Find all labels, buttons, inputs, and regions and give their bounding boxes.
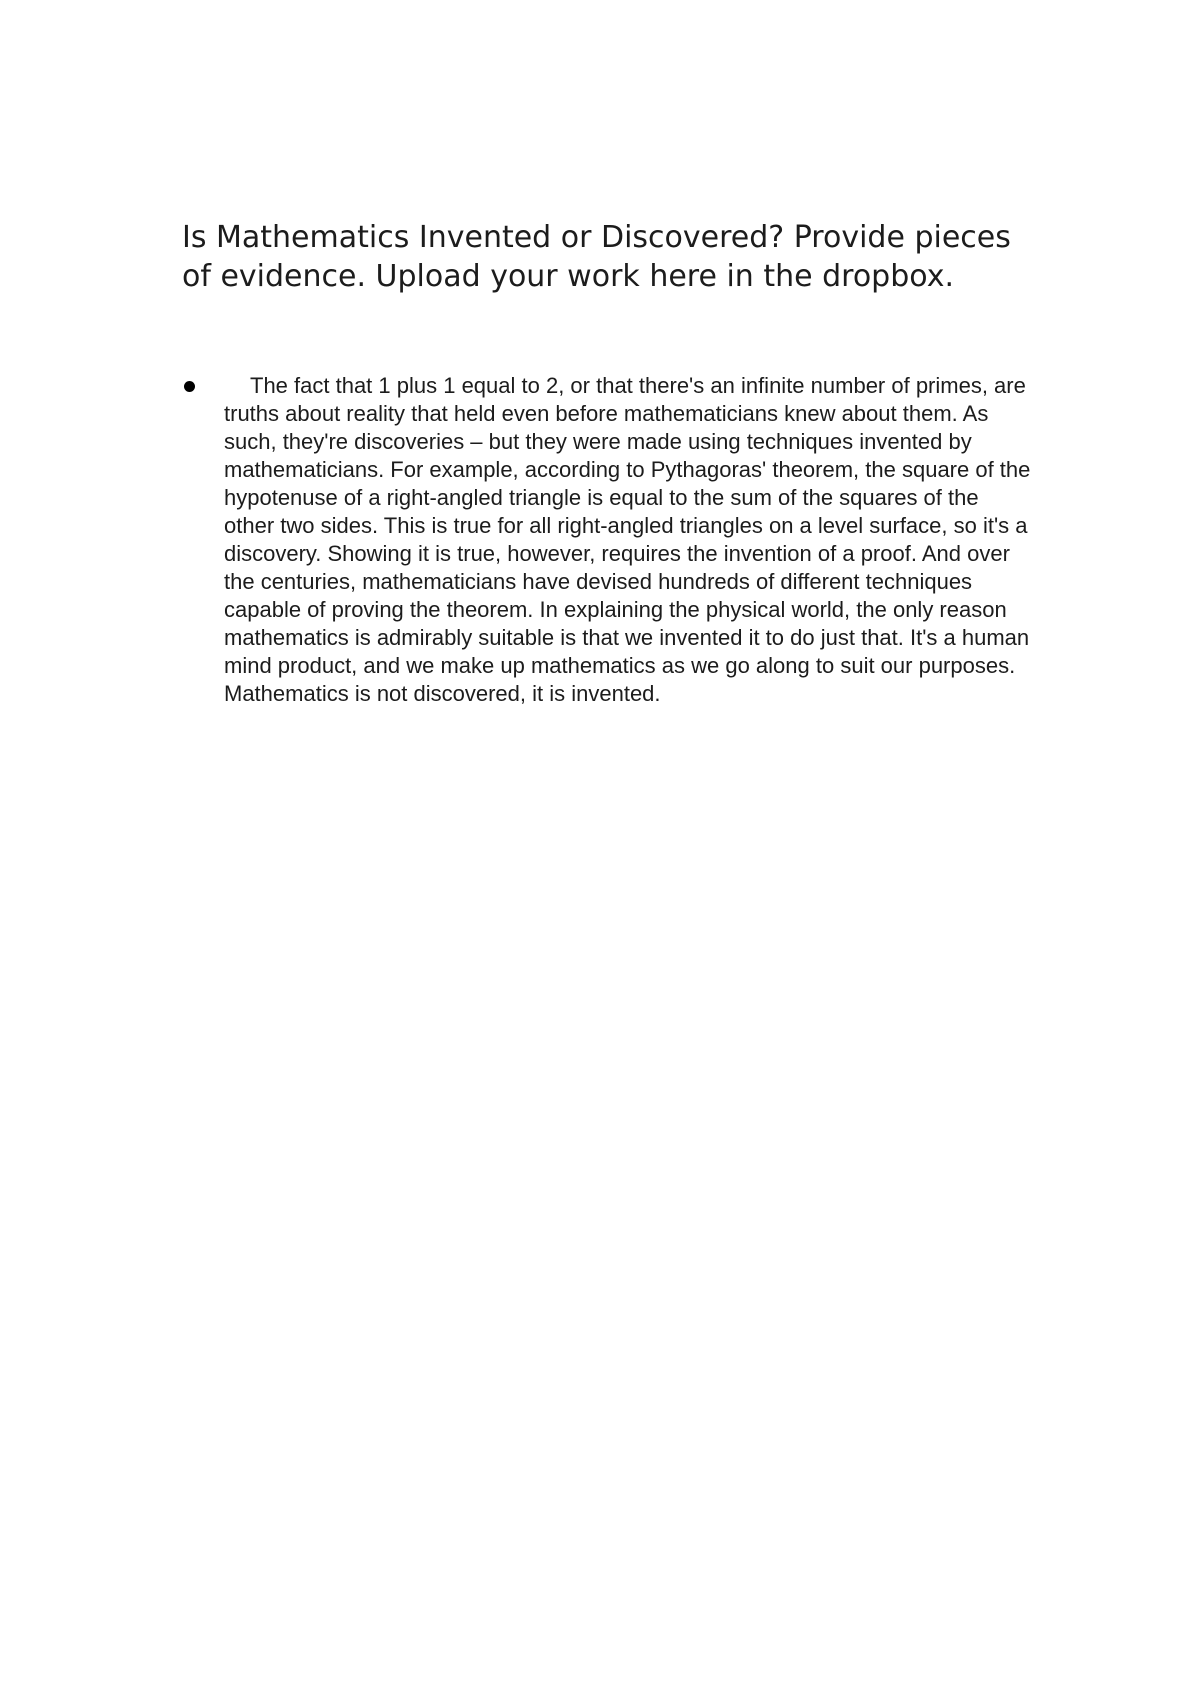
- bullet-list: [182, 372, 1032, 708]
- list-item-text: The fact that 1 plus 1 equal to 2, or that there's an infinite number of primes, are truths about reality that held even before mathematicians knew about them. As such, they're discoveries – but they were made using techniques invented by mathematicians. For example, according to Pythagoras' theorem, the square of the hypotenuse of a right-angled triangle is equal to the sum of the squares of the other two sides. This is true for all right-angled triangles on a level surface, so it's a discovery. Showing it is true, however, requires the invention of a proof. And over the centuries, mathematicians have devised hundreds of different techniques capable of proving the theorem. In explaining the physical world, the only reason mathematics is admirably suitable is that we invented it to do just that. It's a human mind product, and we make up mathematics as we go along to suit our purposes. Mathematics is not discovered, it is invented.: [224, 373, 1031, 706]
- document-title: Is Mathematics Invented or Discovered? Provide pieces of evidence. Upload your work here in the dropbox.: [182, 220, 1011, 294]
- bullet-icon: [184, 381, 195, 392]
- list-item: [182, 372, 1032, 708]
